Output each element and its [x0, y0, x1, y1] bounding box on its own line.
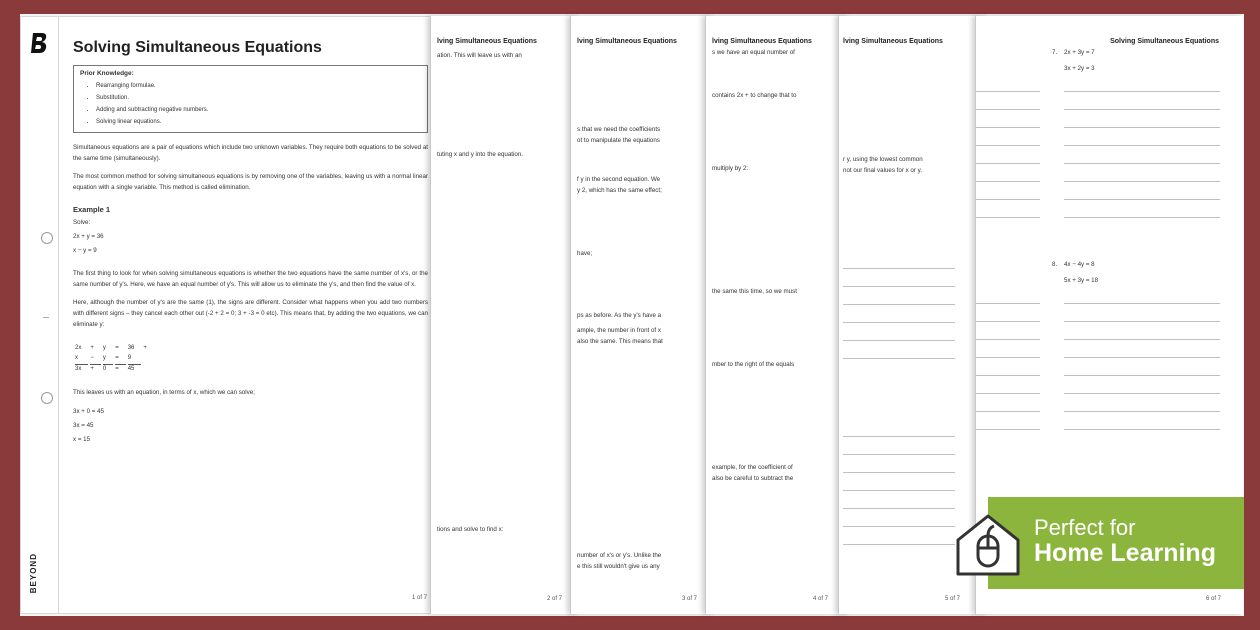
table-cell: 36	[127, 345, 135, 351]
example-title: Example 1	[73, 205, 111, 214]
house-mouse-icon	[954, 510, 1022, 578]
table-cell: y	[102, 355, 106, 361]
text-fragment: f y in the second equation. We	[577, 176, 661, 183]
table-row	[75, 344, 154, 352]
page-title: Solving Simultaneous Equations	[73, 39, 322, 56]
table-row	[75, 354, 154, 362]
text-fragment: ample, the number in front of x	[577, 327, 661, 334]
solution-line-1: 3x + 0 = 45	[73, 408, 104, 415]
answer-line	[1064, 199, 1220, 200]
elimination-table	[73, 342, 156, 375]
prior-knowledge-title: Prior Knowledge:	[80, 70, 134, 77]
answer-line	[976, 217, 1040, 218]
page-number: 5 of 7	[944, 596, 960, 602]
page-3	[570, 16, 715, 614]
question-equation: 2x + 3y = 7	[1064, 49, 1095, 56]
intro-paragraph: Simultaneous equations are a pair of equations which include two unknown variables. They require both equations to be solved at the same time (simultaneously).	[73, 144, 428, 162]
beyond-logo-icon	[30, 31, 48, 55]
answer-line	[976, 393, 1040, 394]
answer-line	[843, 358, 955, 359]
table-cell: 0	[103, 364, 113, 373]
page-title: lving Simultaneous Equations	[712, 38, 812, 45]
signs-paragraph: Here, although the number of y's are the same (1), the signs are different. Consider what happens when you add two numbers with different signs – they cancel each other out (-2 + 2 = 0; 3 + -3 = 0 etc). This means that, by adding the two equations, we can eliminate y:	[73, 299, 428, 328]
answer-line	[843, 544, 955, 545]
answer-line	[1064, 357, 1220, 358]
page-sidebar	[21, 17, 59, 613]
table-cell: +	[90, 345, 94, 351]
page-number: 4 of 7	[812, 596, 828, 602]
answer-line	[976, 357, 1040, 358]
page-number: 3 of 7	[681, 596, 697, 602]
page-number: 6 of 7	[1205, 596, 1221, 602]
table-cell: +	[143, 345, 147, 351]
answer-line	[843, 454, 955, 455]
text-fragment: have;	[577, 250, 593, 257]
page-number: 2 of 7	[546, 596, 562, 602]
page-title: lving Simultaneous Equations	[843, 38, 943, 45]
answer-line	[843, 436, 955, 437]
result-paragraph: This leaves us with an equation, in terms of x, which we can solve;	[73, 389, 255, 396]
answer-line	[976, 163, 1040, 164]
page-2	[430, 16, 580, 614]
text-fragment: the same this time, so we must	[712, 288, 797, 295]
page-4	[705, 16, 850, 614]
answer-line	[1064, 127, 1220, 128]
text-fragment: also the same. This means that	[577, 338, 663, 345]
text-fragment: s that we need the coefficients	[577, 126, 661, 133]
text-fragment: also be careful to subtract the	[712, 475, 794, 482]
list-item: • Rearranging formulae.	[96, 80, 421, 92]
table-row	[75, 364, 154, 373]
answer-line	[1064, 91, 1220, 92]
tick-mark	[43, 317, 49, 318]
brand-label: BEYOND	[29, 552, 38, 593]
answer-line	[843, 472, 955, 473]
question-number: 7.	[1052, 49, 1058, 56]
answer-line	[976, 375, 1040, 376]
table-cell: =	[115, 345, 119, 351]
answer-line	[1064, 393, 1220, 394]
table-cell: 2x	[75, 345, 82, 351]
answer-line	[976, 109, 1040, 110]
answer-line	[843, 508, 955, 509]
question-equation: 5x + 3y = 18	[1064, 277, 1099, 284]
question-number: 8.	[1052, 261, 1058, 268]
answer-line	[843, 304, 955, 305]
answer-line	[843, 286, 955, 287]
method-paragraph: The most common method for solving simultaneous equations is by removing one of the variables, leaving us with a normal linear equation with a single variable. This method is called elimination.	[73, 173, 428, 191]
answer-line	[1064, 181, 1220, 182]
table-cell: x	[75, 355, 78, 361]
answer-line	[843, 490, 955, 491]
explanation-paragraph: The first thing to look for when solving simultaneous equations is whether the two equations have the same number of x's, or the same number of y's. Here, we have an equal number of y's. This will allow us to eliminate the y's, and then find the value of x.	[73, 270, 428, 288]
home-learning-banner	[988, 497, 1244, 589]
text-fragment: tuting x and y into the equation.	[437, 151, 523, 158]
answer-line	[1064, 375, 1220, 376]
answer-line	[843, 268, 955, 269]
page-title: lving Simultaneous Equations	[577, 38, 677, 45]
text-fragment: ps as before. As the y's have a	[577, 312, 662, 319]
solution-line-2: 3x = 45	[73, 422, 94, 429]
prior-knowledge-box	[73, 65, 428, 133]
text-fragment: ot to manipulate the equations	[577, 137, 660, 144]
table-cell: 9	[127, 355, 132, 361]
answer-line	[1064, 217, 1220, 218]
equation-1: 2x + y = 36	[73, 233, 104, 240]
page-1	[20, 16, 440, 614]
text-fragment: tions and solve to find x:	[437, 526, 504, 533]
binder-ring	[41, 392, 53, 404]
table-cell	[143, 354, 154, 362]
answer-line	[843, 322, 955, 323]
equation-2: x − y = 9	[73, 247, 97, 254]
page-number: 1 of 7	[411, 595, 427, 601]
answer-line	[843, 526, 955, 527]
list-item: • Adding and subtracting negative numbers.	[96, 104, 421, 116]
text-fragment: e this still wouldn't give us any	[577, 563, 660, 570]
question-equation: 3x + 2y = 3	[1064, 65, 1095, 72]
list-item: • Solving linear equations.	[96, 116, 421, 128]
page-1-content	[73, 39, 428, 447]
table-cell: 45	[128, 364, 142, 373]
answer-line	[976, 145, 1040, 146]
answer-line	[1064, 145, 1220, 146]
banner-line-1: Perfect for	[1034, 515, 1136, 540]
table-cell: y	[102, 345, 106, 351]
page-title: lving Simultaneous Equations	[437, 38, 537, 45]
table-cell: −	[90, 355, 94, 361]
answer-line	[1064, 339, 1220, 340]
text-fragment: r y, using the lowest common	[843, 156, 923, 163]
answer-line	[976, 91, 1040, 92]
answer-line	[976, 181, 1040, 182]
text-fragment: y 2, which has the same effect;	[577, 187, 662, 194]
answer-line	[843, 340, 955, 341]
answer-line	[1064, 163, 1220, 164]
solution-line-3: x = 15	[73, 436, 91, 443]
answer-line	[976, 321, 1040, 322]
prior-knowledge-list	[80, 80, 421, 128]
question-equation: 4x − 4y = 8	[1064, 261, 1095, 268]
solve-label: Solve:	[73, 219, 91, 226]
text-fragment: ation. This will leave us with an	[437, 52, 522, 59]
page-title: Solving Simultaneous Equations	[1110, 38, 1219, 45]
answer-line	[1064, 411, 1220, 412]
table-cell: =	[115, 355, 119, 361]
answer-line	[1064, 303, 1220, 304]
text-fragment: multiply by 2:	[712, 165, 749, 172]
text-fragment: contains 2x + to change that to	[712, 92, 797, 99]
answer-line	[976, 411, 1040, 412]
answer-line	[976, 429, 1040, 430]
answer-line	[976, 303, 1040, 304]
text-fragment: number of x's or y's. Unlike the	[577, 552, 662, 559]
table-cell: 3x	[75, 364, 88, 373]
text-fragment: example, for the coefficient of	[712, 464, 793, 471]
list-item: • Substitution.	[96, 92, 421, 104]
binder-ring	[41, 232, 53, 244]
text-fragment: s we have an equal number of	[712, 49, 795, 56]
table-cell: =	[115, 364, 126, 373]
answer-line	[976, 127, 1040, 128]
answer-line	[976, 339, 1040, 340]
table-cell	[143, 364, 154, 373]
text-fragment: not our final values for x or y.	[843, 167, 922, 174]
banner-line-2: Home Learning	[1034, 539, 1216, 567]
answer-line	[1064, 109, 1220, 110]
answer-line	[1064, 429, 1220, 430]
table-cell: +	[90, 364, 101, 373]
answer-line	[976, 199, 1040, 200]
text-fragment: mber to the right of the equals	[712, 361, 795, 368]
answer-line	[1064, 321, 1220, 322]
